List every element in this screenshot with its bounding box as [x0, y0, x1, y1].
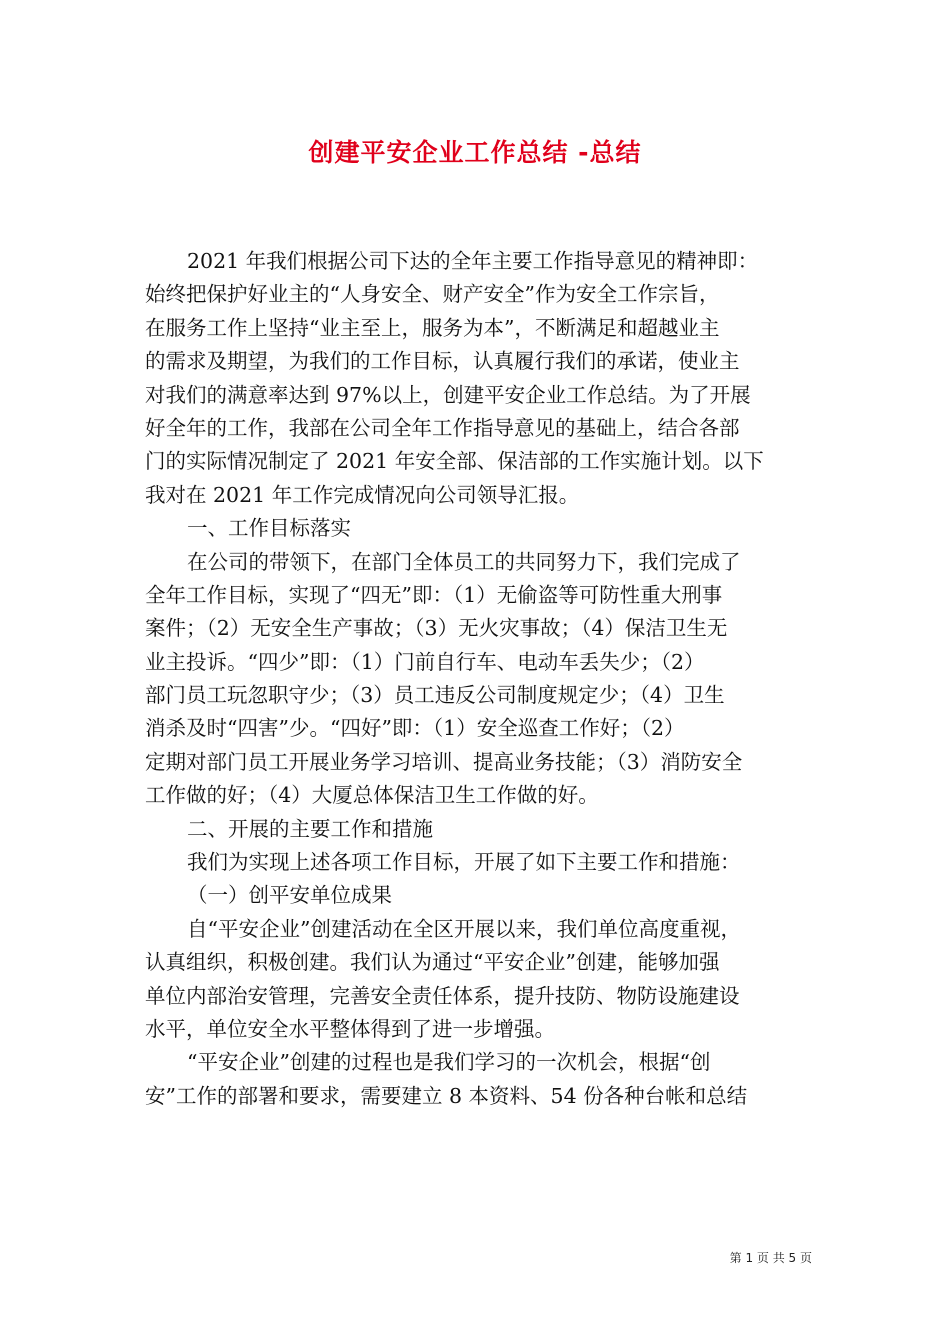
body-line: 认真组织，积极创建。我们认为通过“平安企业”创建，能够加强: [145, 950, 720, 975]
body-line: 定期对部门员工开展业务学习培训、提高业务技能；（3）消防安全: [145, 749, 743, 774]
body-line: 单位内部治安管理，完善安全责任体系，提升技防、物防设施建设: [145, 983, 740, 1008]
body-line: 在公司的带领下，在部门全体员工的共同努力下，我们完成了: [187, 549, 741, 574]
body-line: 部门员工玩忽职守少；（3）员工违反公司制度规定少；（4）卫生: [145, 683, 725, 708]
document-body: [145, 245, 810, 1113]
body-line: 好全年的工作，我部在公司全年工作指导意见的基础上，结合各部: [145, 415, 740, 440]
body-line: 业主投诉。“四少”即：（1）门前自行车、电动车丢失少；（2）: [145, 649, 705, 674]
body-line: 的需求及期望，为我们的工作目标，认真履行我们的承诺，使业主: [145, 349, 740, 374]
body-line: 门的实际情况制定了 2021 年安全部、保洁部的工作实施计划。以下: [145, 449, 764, 474]
body-line: 自“平安企业”创建活动在全区开展以来，我们单位高度重视，: [187, 916, 741, 941]
body-line: 2021 年我们根据公司下达的全年主要工作指导意见的精神即：: [187, 249, 759, 273]
body-line: 二、开展的主要工作和措施: [187, 816, 433, 841]
body-line: 在服务工作上坚持“业主至上，服务为本”，不断满足和超越业主: [145, 315, 720, 340]
body-line: 水平，单位安全水平整体得到了进一步增强。: [145, 1016, 555, 1041]
body-line: 我们为实现上述各项工作目标，开展了如下主要工作和措施：: [187, 850, 741, 875]
body-line: “平安企业”创建的过程也是我们学习的一次机会，根据“创: [187, 1050, 711, 1075]
body-line: 工作做的好；（4）大厦总体保洁卫生工作做的好。: [145, 783, 599, 808]
page-number: 第 1 页 共 5 页: [729, 1251, 812, 1265]
body-line: 全年工作目标，实现了“四无”即：（1）无偷盗等可防性重大刑事: [145, 582, 723, 607]
body-line: 消杀及时“四害”少。“四好”即：（1）安全巡查工作好；（2）: [145, 716, 685, 741]
body-line: 我对在 2021 年工作完成情况向公司领导汇报。: [145, 482, 580, 507]
body-line: 安”工作的部署和要求，需要建立 8 本资料、54 份各种台帐和总结: [145, 1083, 748, 1108]
document-title: 创建平安企业工作总结 -总结: [308, 138, 642, 167]
body-line: 对我们的满意率达到 97%以上，创建平安企业工作总结。为了开展: [145, 382, 751, 407]
body-line: 一、工作目标落实: [187, 516, 351, 541]
body-line: 案件；（2）无安全生产事故；（3）无火灾事故；（4）保洁卫生无: [145, 616, 728, 641]
body-line: （一）创平安单位成果: [187, 883, 392, 908]
body-line: 始终把保护好业主的“人身安全、财产安全”作为安全工作宗旨，: [145, 282, 720, 307]
